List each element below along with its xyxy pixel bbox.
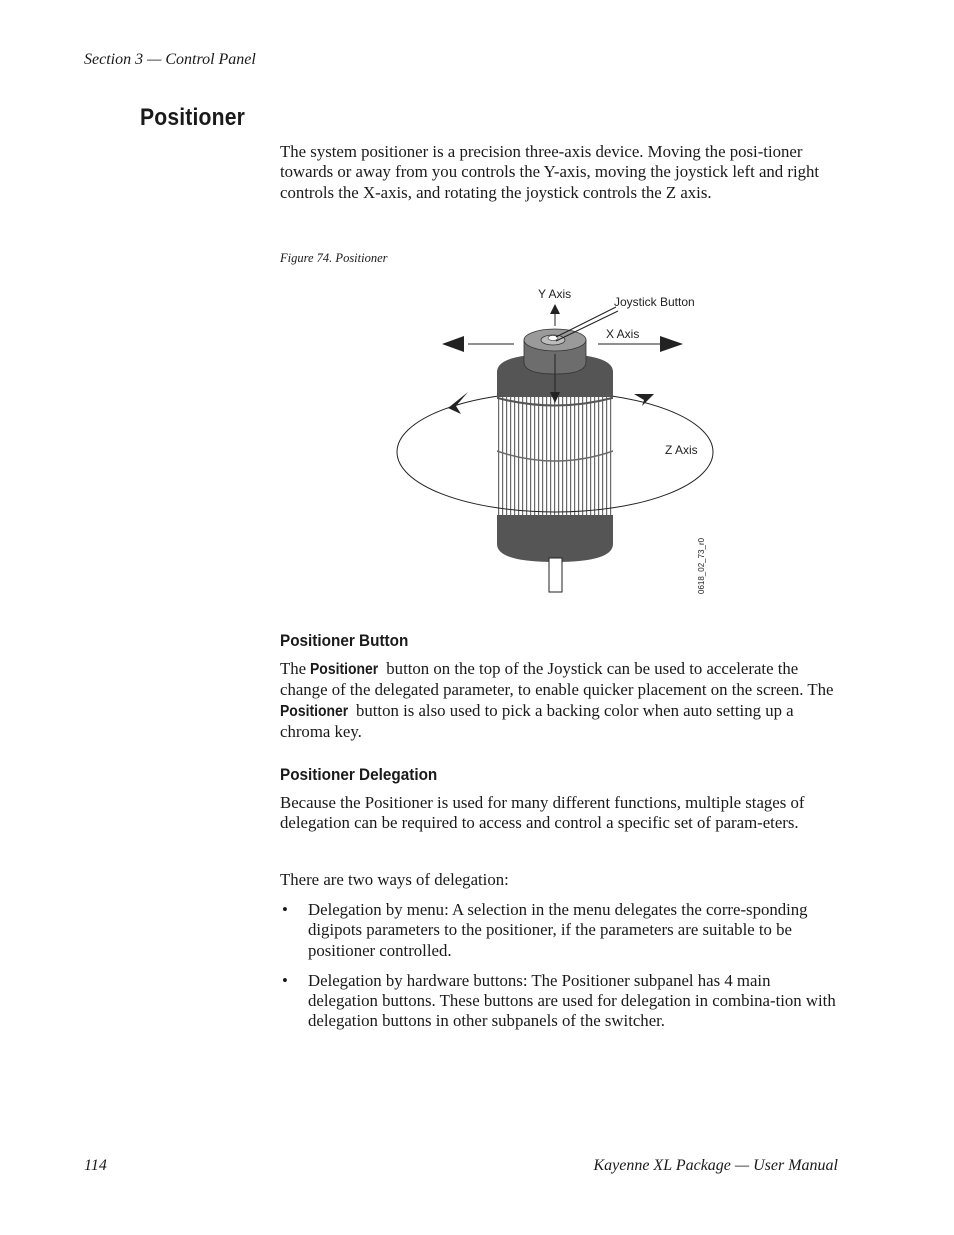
z-axis-label: Z Axis xyxy=(665,443,698,457)
footer-doc-title: Kayenne XL Package — User Manual xyxy=(593,1157,838,1174)
x-axis-arrow-right xyxy=(660,336,683,352)
x-axis-arrow-left xyxy=(442,336,464,352)
list-item: • Delegation by menu: A selection in the menu delegates the corre-sponding digipots parameters to the positioner, if the parameters are suitable to be positioner controlled. xyxy=(282,900,808,960)
delegation-list xyxy=(280,900,842,1042)
bullet-icon: • xyxy=(282,970,288,990)
x-axis-label: X Axis xyxy=(606,327,640,341)
joystick-shaft xyxy=(549,558,562,592)
positioner-figure xyxy=(390,282,720,602)
positioner-keyword: Positioner xyxy=(280,702,349,720)
positioner-keyword: Positioner xyxy=(310,661,379,678)
y-axis-arrow-up xyxy=(550,304,560,314)
figure-caption: Figure 74. Positioner xyxy=(280,251,388,265)
delegation-list-intro: There are two ways of delegation: xyxy=(280,870,509,889)
page-title: Positioner xyxy=(140,104,246,131)
joystick-button-label: Joystick Button xyxy=(614,295,695,309)
positioner-delegation-heading: Positioner Delegation xyxy=(280,765,438,784)
page-number: 114 xyxy=(84,1157,107,1174)
y-axis-label: Y Axis xyxy=(538,287,572,301)
positioner-button-heading: Positioner Button xyxy=(280,631,409,650)
positioner-diagram xyxy=(390,282,720,602)
figure-id: 0618_02_73_r0 xyxy=(697,537,706,594)
intro-paragraph: The system positioner is a precision three-axis device. Moving the posi-tioner towards or away from you controls the Y-axis, moving the joystick left and right controls the X-axis, and rotating the joystick controls the Z axis. xyxy=(280,142,820,202)
bullet-icon: • xyxy=(282,900,288,919)
positioner-button-paragraph: The Positioner button on the top of the Joystick can be used to accelerate the change of the delegated parameter, to enable quicker placement on the screen. The Positioner button is also used to pick a backing color when auto setting up a chroma key. xyxy=(280,659,834,741)
running-head: Section 3 — Control Panel xyxy=(84,51,256,68)
list-item: • Delegation by hardware buttons: The Positioner subpanel has 4 main delegation buttons. These buttons are used for delegation in combina-tion with delegation buttons in other subpanels of the switcher. xyxy=(282,970,836,1031)
delegation-paragraph: Because the Positioner is used for many different functions, multiple stages of delegation can be required to access and control a specific set of param-eters. xyxy=(280,793,805,833)
